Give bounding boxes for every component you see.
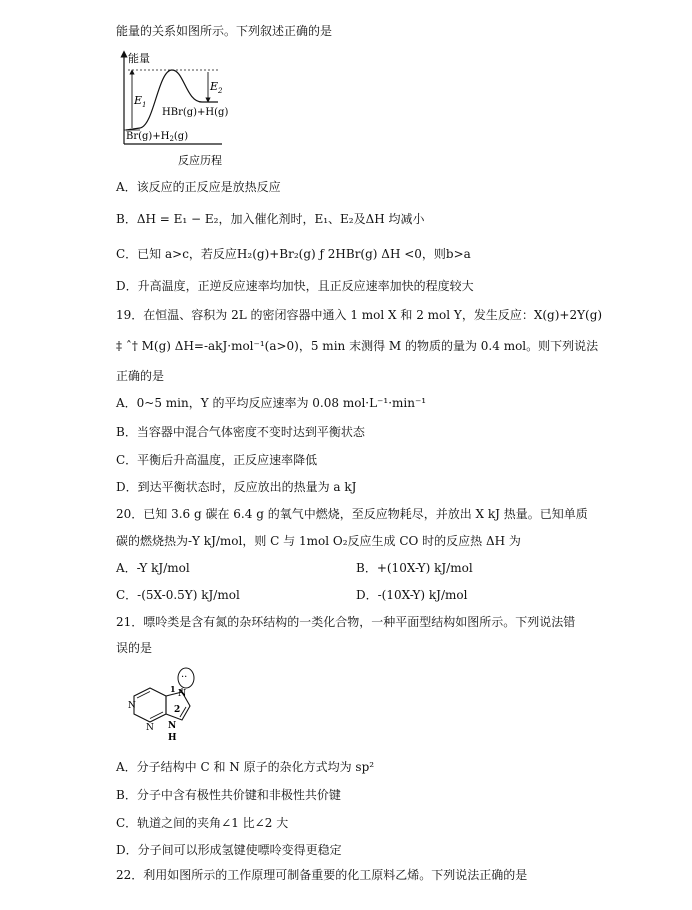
nh-hydrogen: H bbox=[168, 733, 177, 743]
q20-line-1: 20．已知 3.6 g 碳在 6.4 g 的氧气中燃烧，至反应物耗尽，并放出 X kJ 热量。已知单质 bbox=[116, 507, 588, 521]
q19-option-b: B．当容器中混合气体密度不变时达到平衡状态 bbox=[116, 425, 365, 439]
six-ring bbox=[134, 688, 166, 722]
q21-option-a: A．分子结构中 C 和 N 原子的杂化方式均为 sp² bbox=[116, 760, 375, 774]
q18-option-b: B．ΔH = E₁ − E₂，加入催化剂时，E₁、E₂及ΔH 均减小 bbox=[116, 212, 425, 226]
q21-line-1: 21．嘌呤类是含有氮的杂环结构的一类化合物，一种平面型结构如图所示。下列说法错 bbox=[116, 615, 576, 629]
q20-option-a: A．-Y kJ/mol bbox=[116, 561, 190, 575]
e2-label: $E_2$ bbox=[210, 80, 223, 95]
q21-option-c: C．轨道之间的夹角∠1 比∠2 大 bbox=[116, 816, 289, 830]
ring-n-1: N bbox=[128, 701, 136, 711]
five-ring-n-top: N bbox=[178, 689, 187, 699]
q18-option-a: A．该反应的正反应是放热反应 bbox=[116, 180, 281, 194]
q21-option-d: D．分子间可以形成氢键使嘌呤变得更稳定 bbox=[116, 843, 342, 857]
q19-option-a: A．0~5 min，Y 的平均反应速率为 0.08 mol·L⁻¹·min⁻¹ bbox=[116, 396, 427, 410]
energy-diagram bbox=[114, 48, 244, 172]
ring-n-2: N bbox=[146, 723, 154, 733]
q20-option-c: C．-(5X-0.5Y) kJ/mol bbox=[116, 588, 240, 602]
purine-structure bbox=[114, 666, 214, 744]
x-axis-label: 反应历程 bbox=[178, 154, 222, 167]
q21-line-2: 误的是 bbox=[116, 641, 153, 655]
product-label: HBr(g)+H(g) bbox=[162, 107, 229, 118]
angle-1-label: 1 bbox=[170, 684, 176, 694]
five-ring-n-bottom: N bbox=[168, 721, 177, 731]
ring-double-bond-1 bbox=[137, 692, 150, 699]
q20-option-b: B．+(10X-Y) kJ/mol bbox=[356, 561, 473, 575]
y-axis-label: 能量 bbox=[128, 52, 150, 65]
ring-double-bond-2 bbox=[150, 712, 163, 719]
q19-line-1: 19．在恒温、容积为 2L 的密闭容器中通入 1 mol X 和 2 mol Y，发生反应：X(g)+2Y(g) bbox=[116, 308, 603, 322]
lone-pair-dots: ·· bbox=[181, 672, 188, 683]
q20-option-d: D．-(10X-Y) kJ/mol bbox=[356, 588, 468, 602]
q18-intro: 能量的关系如图所示。下列叙述正确的是 bbox=[116, 24, 333, 38]
q19-option-c: C．平衡后升高温度，正反应速率降低 bbox=[116, 453, 318, 467]
q20-line-2: 碳的燃烧热为-Y kJ/mol，则 C 与 1mol O₂反应生成 CO 时的反应热 ΔH 为 bbox=[116, 534, 521, 548]
q19-line-2: ‡ ˆ† M(g) ΔH=-akJ·mol⁻¹(a>0)，5 min 末测得 M 的物质的量为 0.4 mol。则下列说法 bbox=[116, 339, 599, 353]
q19-option-d: D．到达平衡状态时，反应放出的热量为 a kJ bbox=[116, 480, 357, 494]
e1-label: $E_1$ bbox=[134, 94, 147, 109]
q18-option-c: C．已知 a>c，若反应H₂(g)+Br₂(g) ƒ 2HBr(g) ΔH <0，则b>a bbox=[116, 247, 471, 261]
q19-line-3: 正确的是 bbox=[116, 369, 165, 383]
q18-option-d: D．升高温度，正逆反应速率均加快，且正反应速率加快的程度较大 bbox=[116, 279, 474, 293]
q21-option-b: B．分子中含有极性共价键和非极性共价键 bbox=[116, 788, 341, 802]
reactant-label: $Br(g)+H_2(g)$ bbox=[126, 131, 189, 143]
q22-line-1: 22．利用如图所示的工作原理可制备重要的化工原料乙烯。下列说法正确的是 bbox=[116, 868, 528, 882]
angle-2-label: 2 bbox=[174, 705, 181, 715]
